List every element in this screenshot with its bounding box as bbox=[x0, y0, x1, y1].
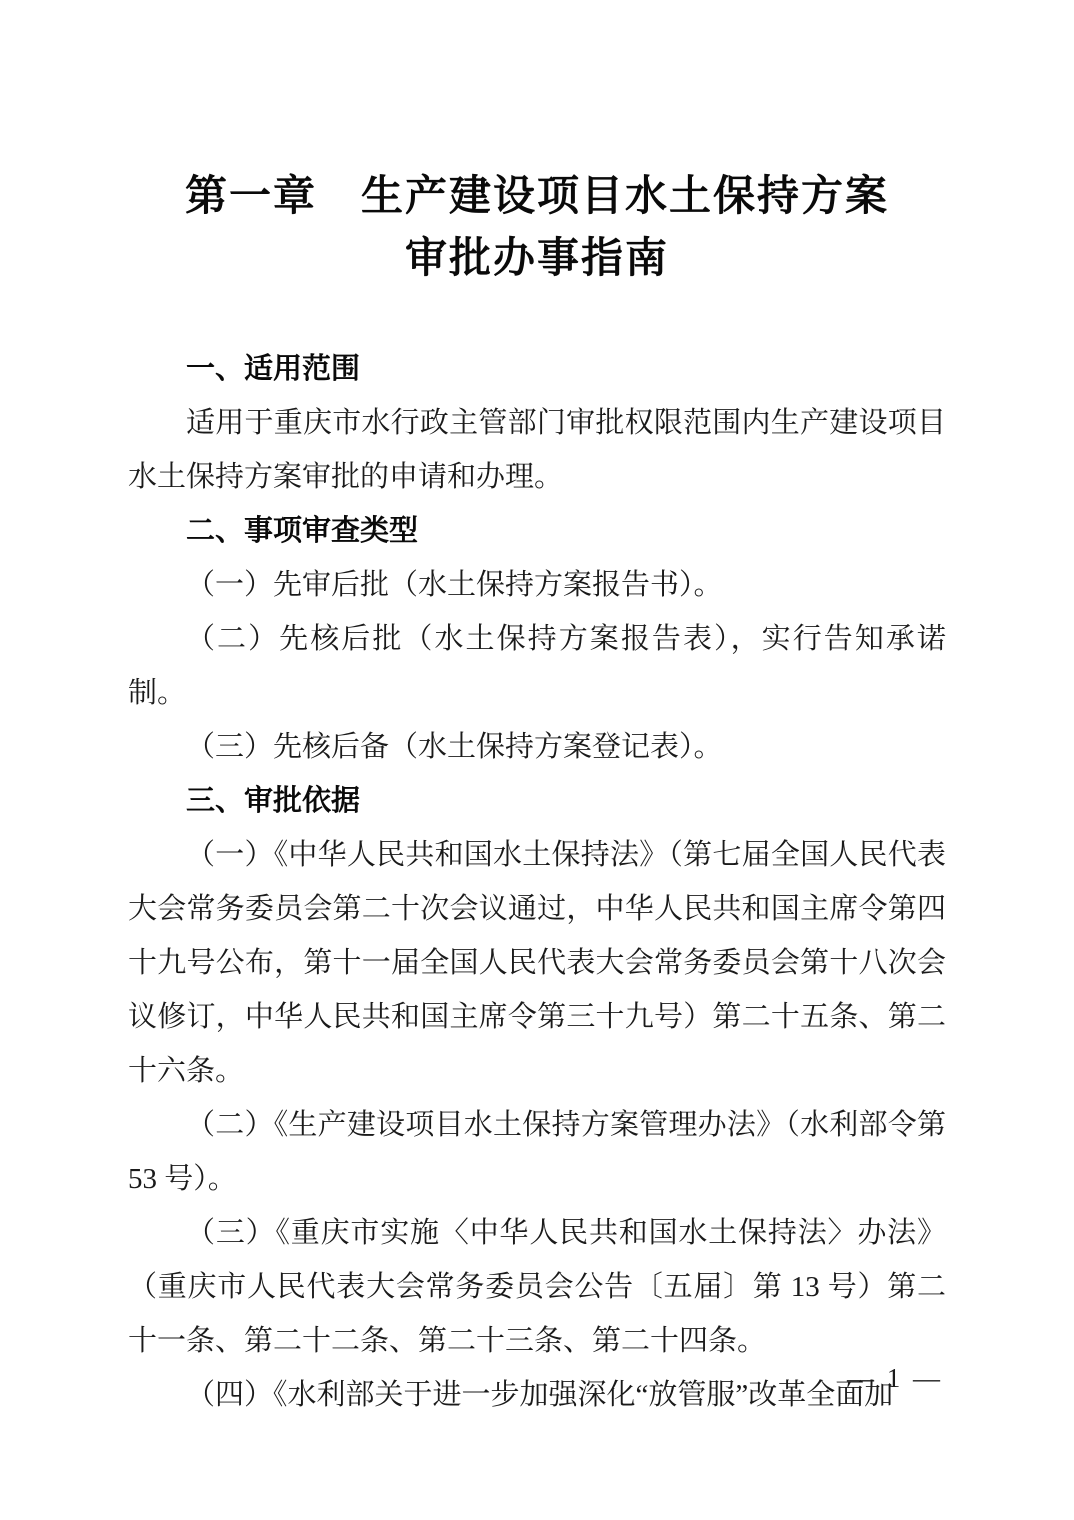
legal-basis-item-4: （四）《水利部关于进一步加强深化“放管服”改革全面加 bbox=[186, 1379, 894, 1411]
review-type-item-2: （二）先核后批（水土保持方案报告表），实行告知承诺制。 bbox=[128, 623, 946, 709]
review-type-item-3: （三）先核后备（水土保持方案登记表）。 bbox=[186, 731, 723, 763]
section-heading-2: 二、事项审查类型 bbox=[186, 515, 419, 547]
document-title-line1: 第一章 生产建设项目水土保持方案 bbox=[184, 174, 889, 220]
legal-basis-item-3: （三）《重庆市实施〈中华人民共和国水土保持法〉办法》（重庆市人民代表大会常务委员会公告〔五届〕第 13 号）第二十一条、第二十二条、第二十三条、第二十四条。 bbox=[128, 1217, 946, 1357]
document-title bbox=[0, 166, 1074, 290]
legal-basis-item-2: （二）《生产建设项目水土保持方案管理办法》（水利部令第 53 号）。 bbox=[128, 1109, 946, 1195]
legal-basis-item-1: （一）《中华人民共和国水土保持法》（第七届全国人民代表大会常务委员会第二十次会议通过，中华人民共和国主席令第四十九号公布，第十一届全国人民代表大会常务委员会第十八次会议修订，中华人民共和国主席令第三十九号）第二十五条、第二十六条。 bbox=[128, 839, 946, 1087]
section-heading-1: 一、适用范围 bbox=[186, 353, 361, 385]
document-body bbox=[128, 342, 946, 1422]
document-title-line2: 审批办事指南 bbox=[404, 236, 669, 282]
review-type-item-1: （一）先审后批（水土保持方案报告书）。 bbox=[186, 569, 723, 601]
paragraph-scope: 适用于重庆市水行政主管部门审批权限范围内生产建设项目水土保持方案审批的申请和办理。 bbox=[128, 407, 946, 493]
section-heading-3: 三、审批依据 bbox=[186, 785, 361, 817]
page-number: — 1 — bbox=[847, 1363, 943, 1393]
